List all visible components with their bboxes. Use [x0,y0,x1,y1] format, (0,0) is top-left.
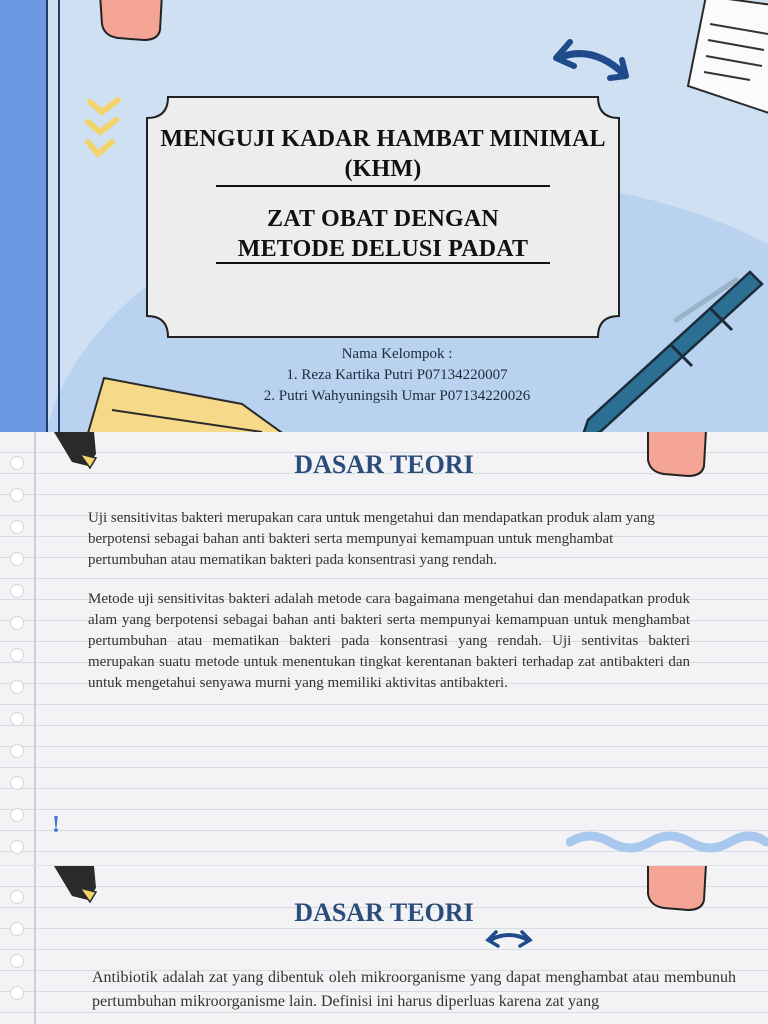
binder-hole [10,808,24,822]
binding-line [58,0,60,432]
paragraph: Uji sensitivitas bakteri merupakan cara untuk mengetahui dan mendapatkan produk alam yang berpotensi sebagai bahan anti bakteri serta mempunyai kemampuan untuk menghambat pertumbuhan atau mematikan bakteri pada konsentrasi yang rendah. [88,510,655,568]
binder-hole [10,488,24,502]
title-line-2: (KHM) [344,156,422,182]
paragraph: Antibiotik adalah zat yang dibentuk oleh mikroorganisme yang dapat menghambat atau membunuh pertumbuhan mikroorganisme lain. Definisi ini harus diperluas karena zat yang [92,969,736,1010]
squiggle-icon [566,828,768,858]
member-item: 2. Putri Wahyuningsih Umar P07134220026 [263,388,531,404]
section-heading: DASAR TEORI [294,898,474,927]
title-card [146,96,620,338]
member-item: 1. Reza Kartika Putri P07134220007 [286,367,508,383]
curved-arrow-icon [548,34,636,90]
title-slide [0,0,768,432]
paragraph: Metode uji sensitivitas bakteri adalah metode cara bagaimana mengetahui dan mendapatkan produk alam yang berpotensi sebagai bahan anti bakteri serta mempunyai kemampuan untuk menghambat pertumbuhan atau mematikan bakteri pada konsentrasi yang rendah. Uji sentivitas bakteri merupakan suatu metode untuk menentukan tingkat kerentanan bakteri terhadap zat antibakteri dan untuk mengetahui senyawa murni yang memiliki aktivitas antibakteri. [88,591,690,691]
title-rule [216,262,550,264]
binding-line [46,0,48,432]
theory-slide-2 [0,866,768,1024]
binder-hole [10,744,24,758]
title-line-4: METODE DELUSI PADAT [237,236,529,262]
theory-slide-1 [0,432,768,866]
binder-holes [10,866,24,1024]
section-heading: DASAR TEORI [294,450,474,479]
margin-line [34,432,36,866]
binder-hole [10,986,24,1000]
binder-hole [10,680,24,694]
binder-hole [10,712,24,726]
paper-note-icon [680,0,768,116]
binder-hole [10,552,24,566]
group-members [200,344,594,407]
title-rule [216,185,550,187]
binder-hole [10,584,24,598]
chevron-icon [84,96,128,166]
binder-hole [10,954,24,968]
title-line-1: MENGUJI KADAR HAMBAT MINIMAL [160,126,606,152]
binder-holes [10,432,24,866]
margin-line [34,866,36,1024]
binder-hole [10,616,24,630]
binder-hole [10,520,24,534]
notebook-binding [0,0,46,432]
members-label: Nama Kelompok : [341,346,453,362]
binder-hole [10,776,24,790]
curved-arrow-icon [484,928,534,950]
eraser-icon [96,0,166,46]
binder-hole [10,648,24,662]
title-line-3: ZAT OBAT DENGAN [267,206,499,232]
binder-hole [10,840,24,854]
exclamation-mark: ! [52,812,60,838]
